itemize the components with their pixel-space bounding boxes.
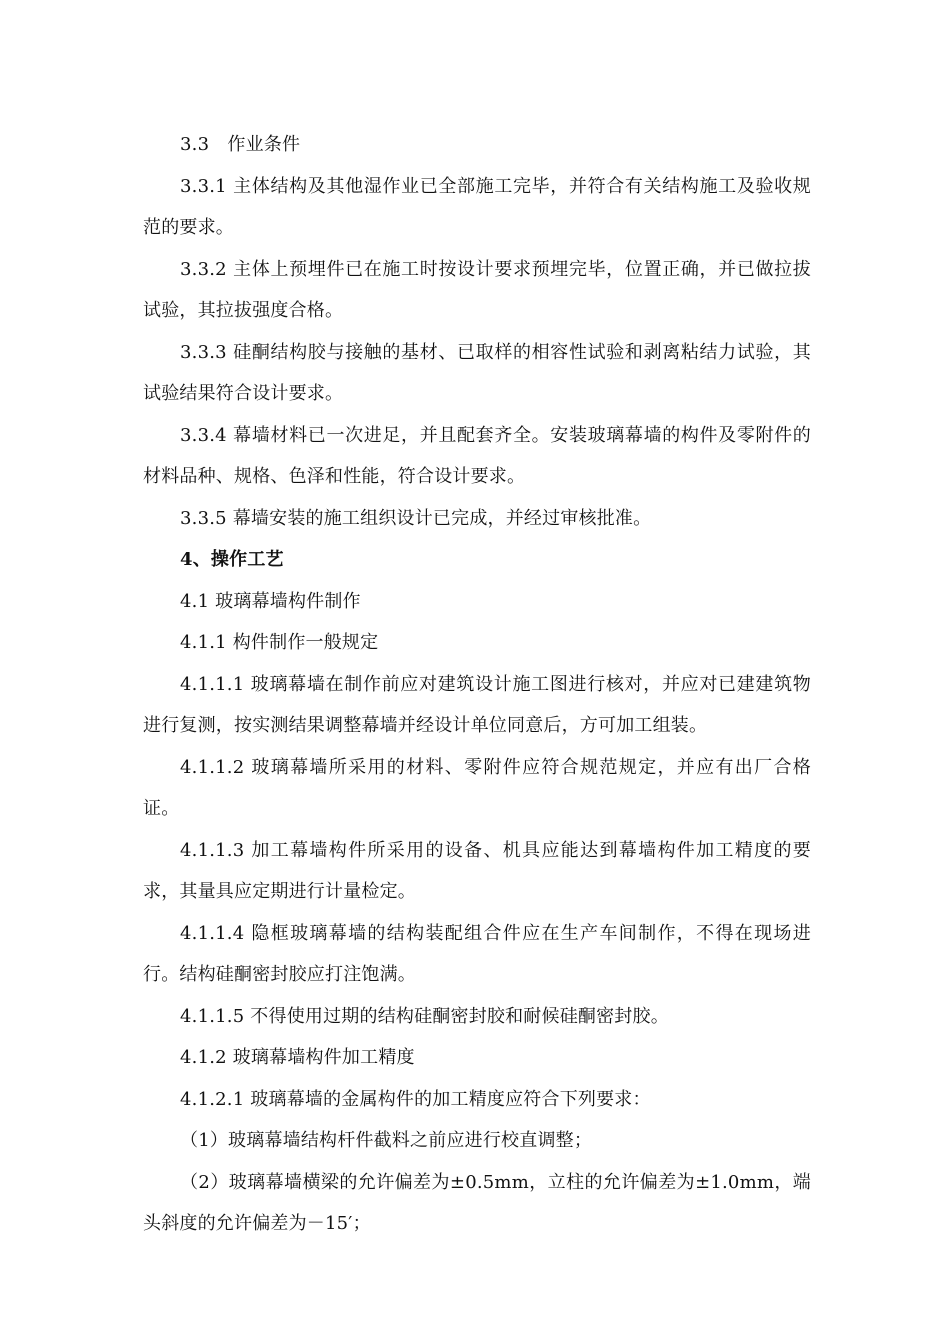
section-heading-3-3: 3.3 作业条件: [180, 134, 301, 155]
paragraph-4-1-2-1: 4.1.2.1 玻璃幕墙的金属构件的加工精度应符合下列要求：: [180, 1088, 651, 1110]
paragraph-3-3-3: 3.3.3 硅酮结构胶与接触的基材、已取样的相容性试验和剥离粘结力试验，其试验结果符合设计要求。: [143, 341, 811, 404]
section-heading-4-1-2: 4.1.2 玻璃幕墙构件加工精度: [180, 1047, 415, 1068]
section-heading-4-1-1: 4.1.1 构件制作一般规定: [180, 632, 379, 653]
paragraph-4-1-1-5: 4.1.1.5 不得使用过期的结构硅酮密封胶和耐候硅酮密封胶。: [180, 1005, 669, 1027]
section-heading-4-1: 4.1 玻璃幕墙构件制作: [180, 590, 361, 612]
paragraph-4-1-1-2: 4.1.1.2 玻璃幕墙所采用的材料、零附件应符合规范规定，并应有出厂合格证。: [143, 756, 811, 819]
paragraph-3-3-2: 3.3.2 主体上预埋件已在施工时按设计要求预埋完毕，位置正确，并已做拉拔试验，其拉拔强度合格。: [143, 258, 811, 321]
paragraph-3-3-4: 3.3.4 幕墙材料已一次进足，并且配套齐全。安装玻璃幕墙的构件及零附件的材料品种、规格、色泽和性能，符合设计要求。: [143, 424, 811, 487]
paragraph-4-1-1-4: 4.1.1.4 隐框玻璃幕墙的结构装配组合件应在生产车间制作，不得在现场进行。结构硅酮密封胶应打注饱满。: [143, 922, 811, 985]
document-body: [143, 124, 811, 1245]
list-item-2: （2）玻璃幕墙横梁的允许偏差为±0.5mm，立柱的允许偏差为±1.0mm，端头斜度的允许偏差为－15′；: [143, 1171, 811, 1234]
paragraph-3-3-5: 3.3.5 幕墙安装的施工组织设计已完成，并经过审核批准。: [180, 507, 652, 529]
paragraph-3-3-1: 3.3.1 主体结构及其他湿作业已全部施工完毕，并符合有关结构施工及验收规范的要求。: [143, 175, 811, 238]
paragraph-4-1-1-1: 4.1.1.1 玻璃幕墙在制作前应对建筑设计施工图进行核对，并应对已建建筑物进行复测，按实测结果调整幕墙并经设计单位同意后，方可加工组装。: [143, 673, 811, 736]
paragraph-4-1-1-3: 4.1.1.3 加工幕墙构件所采用的设备、机具应能达到幕墙构件加工精度的要求，其量具应定期进行计量检定。: [143, 839, 811, 902]
list-item-1: （1）玻璃幕墙结构杆件截料之前应进行校直调整；: [180, 1130, 593, 1151]
section-heading-4: 4、操作工艺: [180, 549, 284, 570]
